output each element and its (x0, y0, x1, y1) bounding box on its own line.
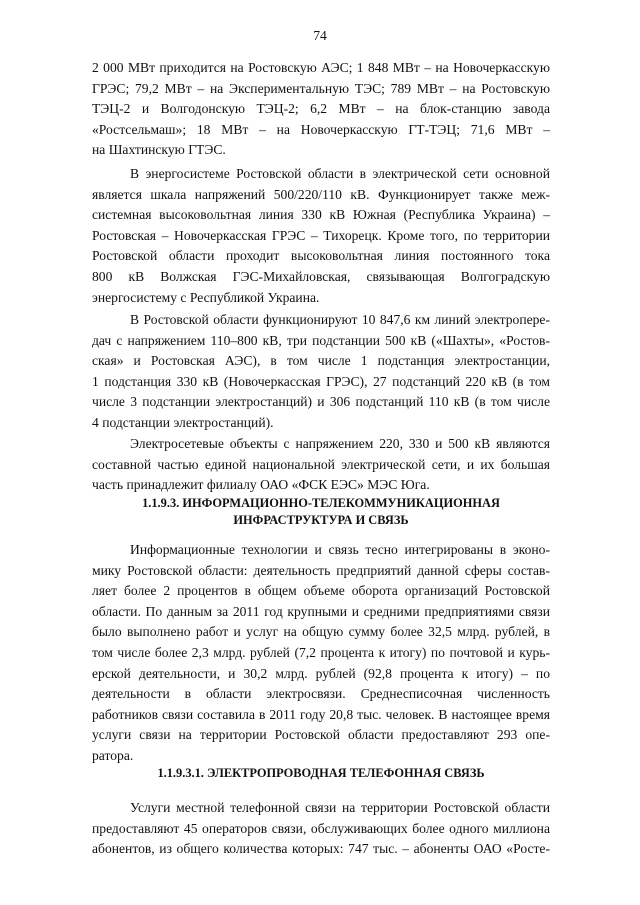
text-line: деятельности в области электросвязи. Среднесписочная численность (92, 686, 550, 702)
text-line: абонентов, из общего количества которых: 747 тыс. – абоненты ОАО «Росте- (92, 841, 550, 857)
text-line: Ростовская – Новочеркасская ГРЭС – Тихорецк. Кроме того, по территории (92, 227, 550, 243)
paragraph-it-communications (92, 540, 550, 767)
text-line: услуги связи на территории Ростовской области предоставляют 293 опе- (92, 727, 550, 743)
paragraph-power-distribution (92, 58, 550, 161)
text-line: является шкала напряжений 500/220/110 кВ. Функционирует также меж- (92, 186, 550, 202)
paragraph-voltage-scale (92, 164, 550, 308)
paragraph-wired-telephony (92, 798, 550, 860)
text-line: 4 подстанции электростанций). (92, 414, 274, 430)
text-line: энергосистему с Республикой Украина. (92, 289, 320, 305)
text-line: числе 3 подстанции электростанций) и 306 подстанций 110 кВ (в том числе (92, 394, 550, 410)
text-line: ерской деятельности, и 30,2 млрд. рублей (92,8 процента к итогу) – по (92, 665, 550, 681)
text-line: В Ростовской области функционируют 10 847,6 км линий электропере- (130, 312, 550, 327)
subsection-heading (92, 765, 550, 782)
text-line: 2 000 МВт приходится на Ростовскую АЭС; 1 848 МВт – на Новочеркасскую (92, 60, 550, 75)
heading-line: ИНФРАСТРУКТУРА И СВЯЗЬ (233, 513, 409, 527)
section-heading (92, 495, 550, 529)
text-line: 1 подстанция 330 кВ (Новочеркасская ГРЭС), 27 подстанций 220 кВ (в том (92, 373, 550, 389)
paragraph-grid-objects (92, 434, 550, 496)
text-line: Услуги местной телефонной связи на территории Ростовской области (130, 800, 550, 815)
text-line: часть принадлежит филиалу ОАО «ФСК ЕЭС» МЭС Юга. (92, 477, 430, 493)
text-line: Ростовской области проходит высоковольтная линия постоянного тока (92, 248, 550, 264)
text-line: составной частью единой национальной электрической сети, и их большая (92, 456, 550, 472)
text-line: на Шахтинскую ГТЭС. (92, 142, 226, 158)
text-line: Информационные технологии и связь тесно интегрированы в эконо- (130, 542, 550, 557)
text-line: мику Ростовской области: деятельность предприятий данной сферы состав- (92, 562, 550, 578)
text-line: том числе более 2,3 млрд. рублей (7,2 процента к итогу) по почтовой и курь- (92, 644, 550, 660)
text-line: ляет более 2 процентов в общем объеме оборота организаций Ростовской (92, 583, 550, 599)
text-line: «Ростсельмаш»; 18 МВт – на Новочеркасскую ГТ-ТЭЦ; 71,6 МВт – (92, 121, 550, 137)
text-line: было выполнено работ и услуг на общую сумму более 32,5 млрд. рублей, в (92, 624, 550, 640)
heading-line: 1.1.9.3.1. ЭЛЕКТРОПРОВОДНАЯ ТЕЛЕФОННАЯ СВЯЗЬ (157, 766, 485, 780)
text-line: Электросетевые объекты с напряжением 220, 330 и 500 кВ являются (130, 436, 550, 451)
text-line: ТЭЦ-2 и Волгодонскую ТЭЦ-2; 6,2 МВт – на блок-станцию завода (92, 101, 550, 117)
text-line: 800 кВ Волжская ГЭС-Михайловская, связывающая Волгоградскую (92, 268, 550, 284)
text-line: работников связи составила в 2011 году 20,8 тыс. человек. В настоящее время (92, 706, 550, 722)
paragraph-power-lines (92, 310, 550, 434)
text-line: ская» и Ростовская АЭС), в том числе 1 подстанция электростанции, (92, 353, 550, 369)
text-line: ратора. (92, 747, 134, 763)
text-line: дач с напряжением 110–800 кВ, три подстанции 500 кВ («Шахты», «Ростов- (92, 332, 550, 348)
page-number: 74 (313, 28, 327, 43)
heading-line: 1.1.9.3. ИНФОРМАЦИОННО-ТЕЛЕКОММУНИКАЦИОННАЯ (142, 496, 500, 510)
text-line: ГРЭС; 79,2 МВт – на Экспериментальную ТЭС; 789 МВт – на Ростовскую (92, 80, 550, 96)
text-line: В энергосистеме Ростовской области в электрической сети основной (130, 166, 550, 181)
text-line: предоставляют 45 операторов связи, обслуживающих более одного миллиона (92, 820, 550, 836)
text-line: системная высоковольтная линия 330 кВ Южная (Республика Украина) – (92, 207, 550, 223)
text-line: области. По данным за 2011 год крупными и средними предприятиями связи (92, 603, 550, 619)
